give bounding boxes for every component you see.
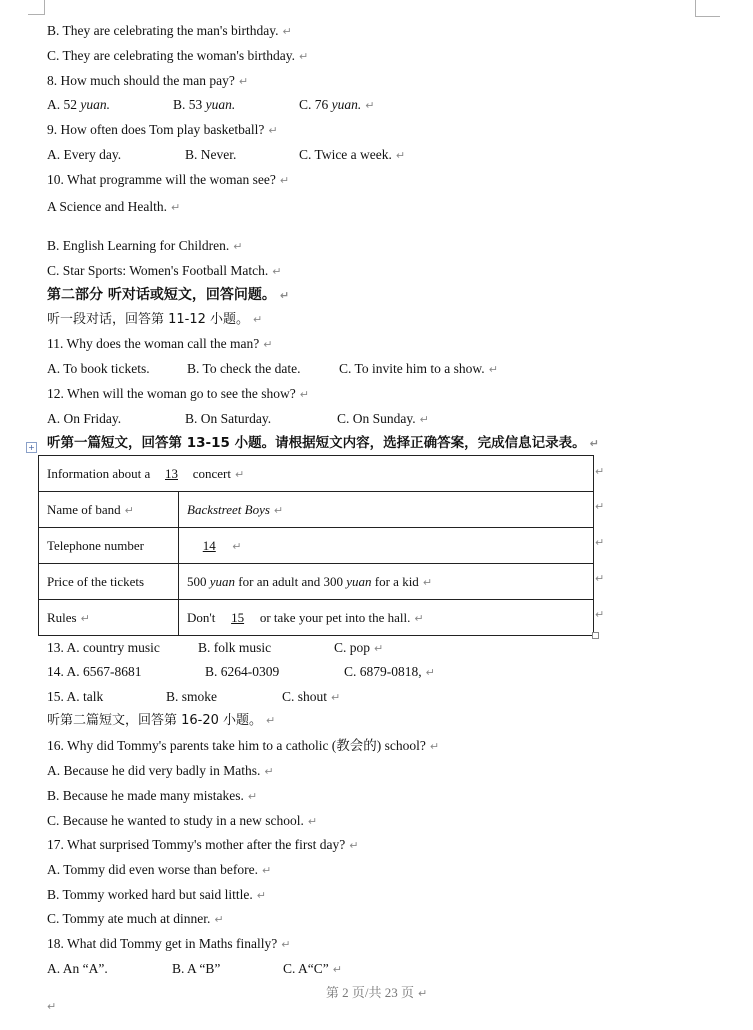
passage-two-heading: 听第二篇短文，回答第 16-20 小题。 ↵: [47, 713, 276, 728]
question-9-options: A. Every day. B. Never. C. Twice a week. ↵: [47, 147, 406, 162]
page-corner-mark-right: [695, 0, 720, 17]
option-7c: C. They are celebrating the woman's birthday. ↵: [47, 48, 309, 63]
phone-label-cell: Telephone number: [39, 528, 179, 564]
question-12: 12. When will the woman go to see the show? ↵: [47, 386, 309, 401]
blank-13: 13: [165, 465, 178, 481]
table-row: [39, 564, 594, 600]
table-row: [39, 600, 594, 636]
rules-label-cell: Rules ↵: [39, 600, 179, 636]
option-10a: A Science and Health. ↵: [47, 199, 181, 214]
question-9: 9. How often does Tom play basketball? ↵: [47, 122, 278, 137]
option-17c: C. Tommy ate much at dinner. ↵: [47, 911, 224, 926]
row-end-mark: ↵: [595, 500, 605, 513]
passage-one-heading: 听第一篇短文，回答第 13-15 小题。请根据短文内容，选择正确答案，完成信息记录表。 ↵: [47, 435, 599, 451]
table-row: [39, 492, 594, 528]
part-two-heading: 第二部分 听对话或短文，回答问题。 ↵: [47, 287, 290, 303]
page-corner-mark-left: [28, 0, 45, 15]
question-11-options: A. To book tickets. B. To check the date. C. To invite him to a show. ↵: [47, 361, 498, 376]
price-label-cell: Price of the tickets: [39, 564, 179, 600]
option-17a: A. Tommy did even worse than before. ↵: [47, 862, 272, 877]
phone-value-cell: 14 ↵: [179, 528, 594, 564]
question-12-options: A. On Friday. B. On Saturday. C. On Sunday. ↵: [47, 411, 429, 426]
dialogue-instruction: 听一段对话，回答第 11-12 小题。 ↵: [47, 312, 263, 327]
row-end-mark: ↵: [595, 536, 605, 549]
question-18-options: A. An “A”. B. A “B” C. A“C” ↵: [47, 961, 342, 976]
band-label-cell: Name of band ↵: [39, 492, 179, 528]
row-end-mark: ↵: [595, 465, 605, 478]
blank-14: 14: [202, 537, 216, 553]
option-10b: B. English Learning for Children. ↵: [47, 238, 243, 253]
option-16b: B. Because he made many mistakes. ↵: [47, 788, 258, 803]
question-17: 17. What surprised Tommy's mother after the first day? ↵: [47, 837, 359, 852]
band-value-cell: Backstreet Boys ↵: [179, 492, 594, 528]
row-end-mark: ↵: [595, 608, 605, 621]
question-13-options: 13. A. country music B. folk music C. pop ↵: [47, 640, 384, 655]
empty-paragraph: ↵: [47, 1000, 57, 1013]
option-10c: C. Star Sports: Women's Football Match. ↵: [47, 263, 282, 278]
question-11: 11. Why does the woman call the man? ↵: [47, 336, 273, 351]
blank-15: 15: [231, 609, 245, 625]
table-resize-handle[interactable]: [592, 632, 599, 639]
row-end-mark: ↵: [595, 572, 605, 585]
question-18: 18. What did Tommy get in Maths finally? ↵: [47, 936, 291, 951]
option-16a: A. Because he did very badly in Maths. ↵: [47, 763, 274, 778]
table-row: [39, 528, 594, 564]
rules-value-cell: Don't 15 or take your pet into the hall. ↵: [179, 600, 594, 636]
question-15-options: 15. A. talk B. smoke C. shout ↵: [47, 689, 341, 704]
table-row: [39, 456, 594, 492]
price-value-cell: 500 yuan for an adult and 300 yuan for a kid ↵: [179, 564, 594, 600]
option-17b: B. Tommy worked hard but said little. ↵: [47, 887, 267, 902]
table-move-handle-icon[interactable]: +: [26, 442, 37, 453]
option-16c: C. Because he wanted to study in a new school. ↵: [47, 813, 318, 828]
question-16: 16. Why did Tommy's parents take him to a catholic (教会的) school? ↵: [47, 738, 440, 753]
page-footer: 第 2 页/共 23 页 ↵: [325, 985, 428, 1000]
question-10: 10. What programme will the woman see? ↵: [47, 172, 290, 187]
option-7b: B. They are celebrating the man's birthday. ↵: [47, 23, 292, 38]
question-8: 8. How much should the man pay? ↵: [47, 73, 249, 88]
table-title-cell: Information about a 13 concert ↵: [39, 456, 594, 492]
question-14-options: 14. A. 6567-8681 B. 6264-0309 C. 6879-0818, ↵: [47, 664, 435, 679]
question-8-options: A. 52 yuan. B. 53 yuan. C. 76 yuan. ↵: [47, 97, 375, 112]
information-record-table: [38, 455, 594, 636]
